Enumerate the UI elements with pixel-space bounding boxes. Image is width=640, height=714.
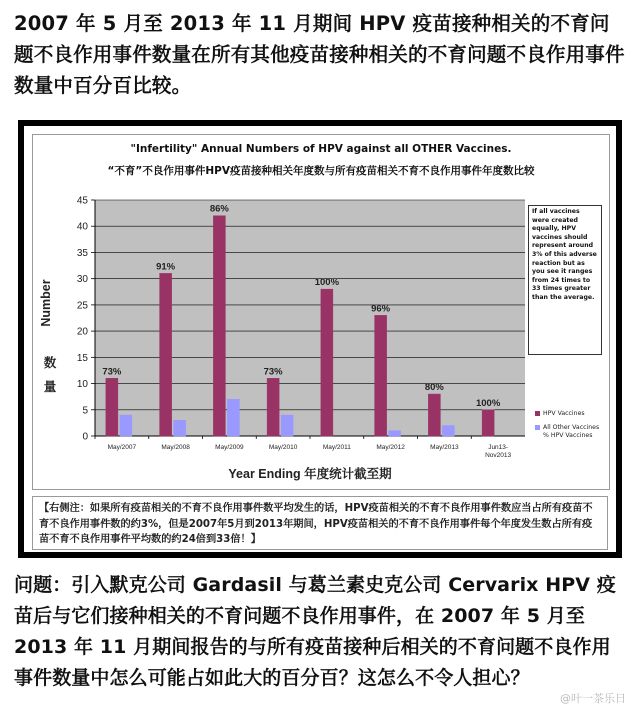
- legend: [535, 410, 607, 446]
- legend-item-other: [535, 424, 607, 440]
- chart-title: "Infertility" Annual Numbers of HPV against all OTHER Vaccines.: [130, 143, 512, 155]
- bar-hpv: [428, 394, 440, 436]
- x-tick-label: May/2013: [430, 444, 459, 451]
- bar-hpv: [106, 378, 118, 436]
- legend-label-percent: % HPV Vaccines: [543, 432, 593, 439]
- bar-other: [442, 426, 454, 436]
- bar-chart: [33, 135, 609, 489]
- x-tick-label: May/2007: [107, 444, 137, 451]
- chart-frame: [18, 120, 622, 558]
- percent-label: 100%: [314, 277, 340, 289]
- y-tick-label: 45: [76, 195, 88, 207]
- y-tick-label: 20: [76, 326, 88, 338]
- y-tick-label: 35: [76, 247, 88, 259]
- bar-hpv: [375, 315, 387, 436]
- side-note: If all vaccines were created equally, HPV vaccines should represent around 3% of this adverse reaction but as you see it ranges from 24 times to 33 times greater than the average.: [528, 205, 602, 355]
- y-axis-title-cn: 量: [43, 380, 57, 394]
- y-tick-label: 5: [82, 405, 88, 417]
- bar-hpv: [321, 289, 333, 436]
- bar-hpv: [160, 273, 172, 436]
- percent-label: 73%: [263, 366, 283, 378]
- x-tick-label: May/2011: [322, 444, 351, 451]
- y-axis-title: Number: [39, 279, 53, 327]
- y-tick-label: 15: [76, 352, 88, 364]
- legend-swatch-other: [535, 425, 540, 430]
- bar-other: [389, 431, 401, 436]
- y-tick-label: 10: [76, 379, 88, 391]
- question-text: 问题：引入默克公司 Gardasil 与葛兰素史克公司 Cervarix HPV 疫苗后与它们接种相关的不育问题不良作用事件，在 2007 年 5 月至 2013 年 11 月期间报告的与所有疫苗接种后相关的不育问题不良作用事件数量中怎么可能占如此大的百分百？这怎么不令人担心？: [14, 574, 616, 689]
- page-heading: 2007 年 5 月至 2013 年 11 月期间 HPV 疫苗接种相关的不育问题不良作用事件数量在所有其他疫苗接种相关的不育问题不良作用事件数量中百分百比较。: [14, 12, 625, 97]
- chart-note: 【右侧注：如果所有疫苗相关的不育不良作用事件数平均发生的话，HPV疫苗相关的不育不良作用事件数应当占所有疫苗不育不良作用事件数的约3%，但是2007年5月到2013年期间，HPV疫苗相关的不育不良作用事件每个年度发生数占所有疫苗不育不良作用事件平均数的约24倍到33倍！】: [32, 496, 608, 550]
- x-tick-label: May/2009: [215, 444, 244, 451]
- bar-other: [120, 415, 132, 436]
- percent-label: 86%: [209, 203, 229, 215]
- y-tick-label: 30: [76, 274, 88, 286]
- bar-other: [227, 399, 239, 436]
- x-axis-title: Year Ending 年度统计截至期: [228, 467, 392, 481]
- chart-subtitle: “不育”不良作用事件HPV疫苗接种相关年度数与所有疫苗相关不育不良作用事件年度数比较: [107, 165, 535, 177]
- percent-label: 96%: [371, 303, 391, 315]
- y-axis-title-cn: 数: [43, 356, 57, 370]
- x-tick-label: May/2008: [161, 444, 190, 451]
- percent-label: 73%: [102, 366, 122, 378]
- x-tick-label: May/2010: [268, 444, 298, 451]
- bar-hpv: [482, 410, 494, 436]
- percent-label: 91%: [156, 261, 176, 273]
- bar-hpv: [213, 216, 225, 436]
- y-tick-label: 25: [76, 300, 88, 312]
- x-tick-label: May/2012: [376, 444, 405, 451]
- y-tick-label: 40: [76, 221, 88, 233]
- legend-swatch-hpv: [535, 411, 540, 416]
- legend-item-hpv: [535, 410, 607, 418]
- watermark: @叶一茶乐日: [560, 692, 626, 705]
- percent-label: 80%: [424, 382, 444, 394]
- legend-label-other: All Other Vaccines: [543, 424, 600, 431]
- bar-other: [174, 420, 186, 436]
- chart-panel: [24, 126, 616, 552]
- percent-label: 100%: [475, 397, 501, 409]
- bar-hpv: [267, 378, 279, 436]
- bar-other: [281, 415, 293, 436]
- chart-area: [32, 134, 610, 490]
- legend-label-hpv: HPV Vaccines: [543, 410, 585, 417]
- x-tick-label: Jun13-Nov2013: [485, 444, 512, 459]
- y-tick-label: 0: [82, 431, 88, 443]
